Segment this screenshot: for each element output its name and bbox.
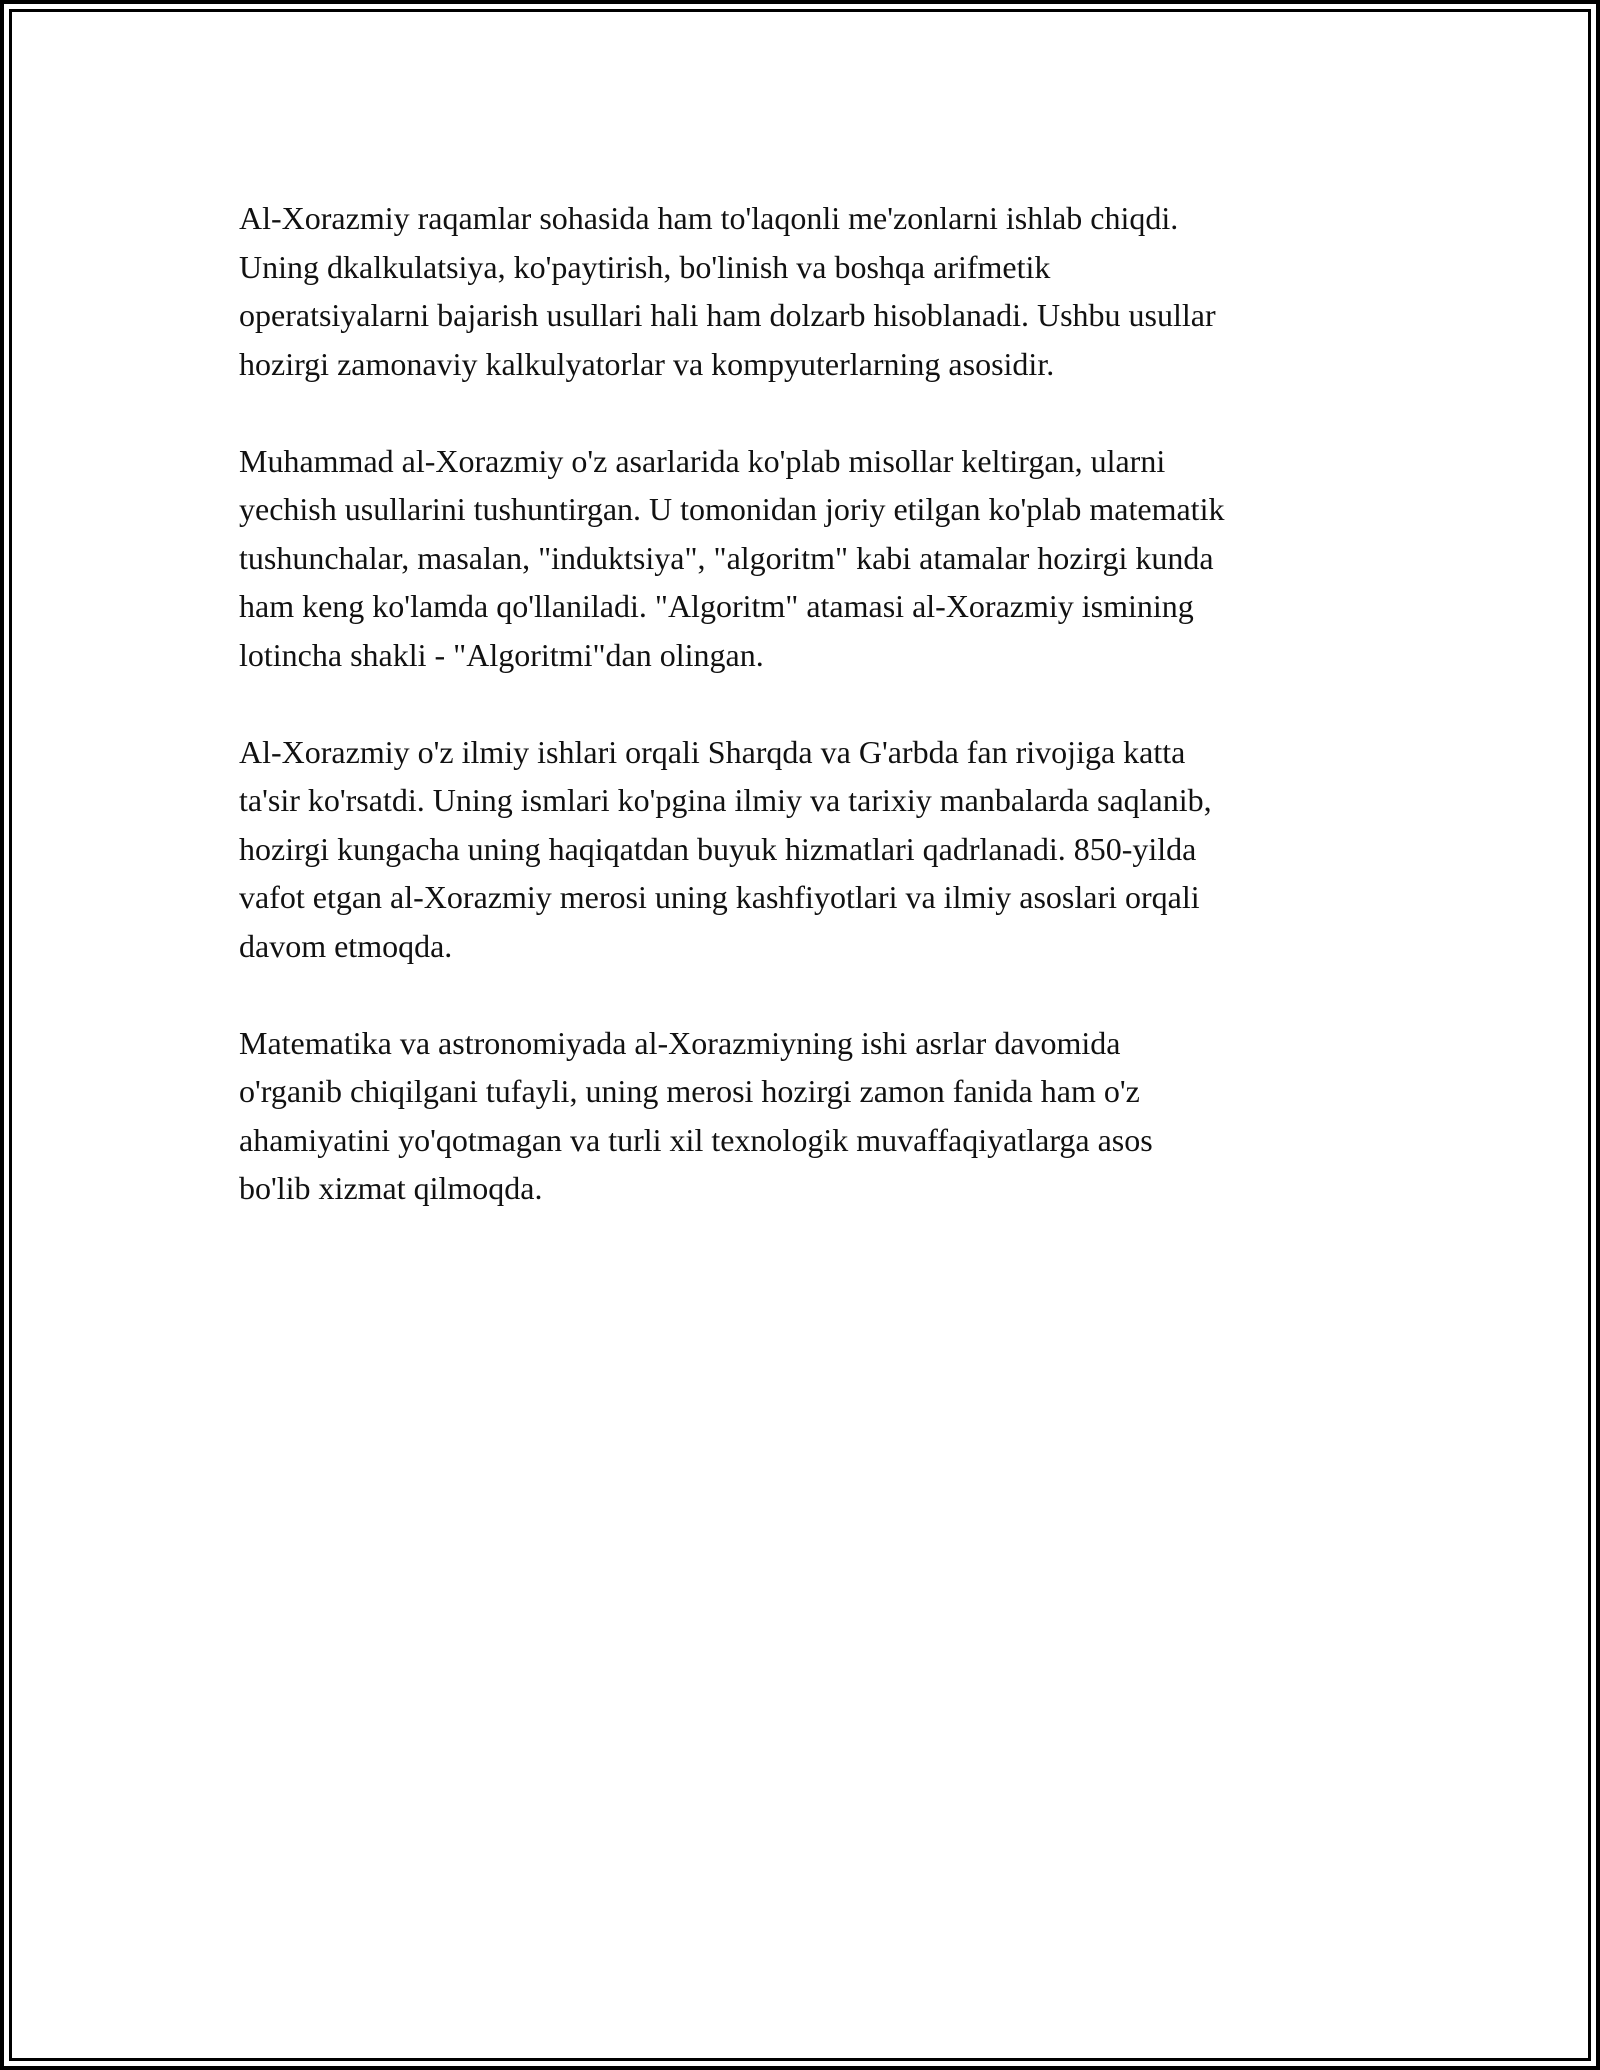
paragraph-line: operatsiyalarni bajarish usullari hali ham dolzarb hisoblanadi. Ushbu usullar — [239, 297, 1216, 333]
paragraph-line: bo'lib xizmat qilmoqda. — [239, 1170, 543, 1206]
paragraph-line: vafot etgan al-Xorazmiy merosi uning kashfiyotlari va ilmiy asoslari orqali — [239, 879, 1200, 915]
document-body — [239, 194, 1399, 1261]
paragraph-line: hozirgi kungacha uning haqiqatdan buyuk hizmatlari qadrlanadi. 850-yilda — [239, 830, 1197, 867]
paragraph-line: tushunchalar, masalan, "induktsiya", "algoritm" kabi atamalar hozirgi kunda — [239, 539, 1214, 576]
paragraph-4 — [239, 1019, 1399, 1213]
paragraph-line: ham keng ko'lamda qo'llaniladi. "Algoritm" atamasi al-Xorazmiy ismining — [239, 588, 1194, 624]
paragraph-line: yechish usullarini tushuntirgan. U tomonidan joriy etilgan ko'plab matematik — [239, 491, 1225, 527]
paragraph-line: Matematika va astronomiyada al-Xorazmiyning ishi asrlar davomida — [239, 1024, 1121, 1061]
paragraph-line: lotincha shakli - "Algoritmi"dan olingan. — [239, 636, 764, 673]
paragraph-line: Uning dkalkulatsiya, ko'paytirish, bo'linish va boshqa arifmetik — [239, 248, 1051, 285]
paragraph-line: davom etmoqda. — [239, 927, 453, 964]
paragraph-1 — [239, 194, 1399, 388]
paragraph-line: Muhammad al-Xorazmiy o'z asarlarida ko'plab misollar keltirgan, ularni — [239, 442, 1166, 479]
paragraph-3 — [239, 728, 1399, 971]
paragraph-2 — [239, 437, 1399, 680]
paragraph-line: ta'sir ko'rsatdi. Uning ismlari ko'pgina ilmiy va tarixiy manbalarda saqlanib, — [239, 782, 1212, 818]
paragraph-line: hozirgi zamonaviy kalkulyatorlar va kompyuterlarning asosidir. — [239, 345, 1055, 382]
paragraph-line: Al-Xorazmiy raqamlar sohasida ham to'laqonli me'zonlarni ishlab chiqdi. — [239, 200, 1179, 236]
paragraph-line: o'rganib chiqilgani tufayli, uning merosi hozirgi zamon fanida ham o'z — [239, 1073, 1140, 1109]
paragraph-line: ahamiyatini yo'qotmagan va turli xil texnologik muvaffaqiyatlarga asos — [239, 1121, 1153, 1158]
paragraph-line: Al-Xorazmiy o'z ilmiy ishlari orqali Sharqda va G'arbda fan rivojiga katta — [239, 733, 1186, 770]
